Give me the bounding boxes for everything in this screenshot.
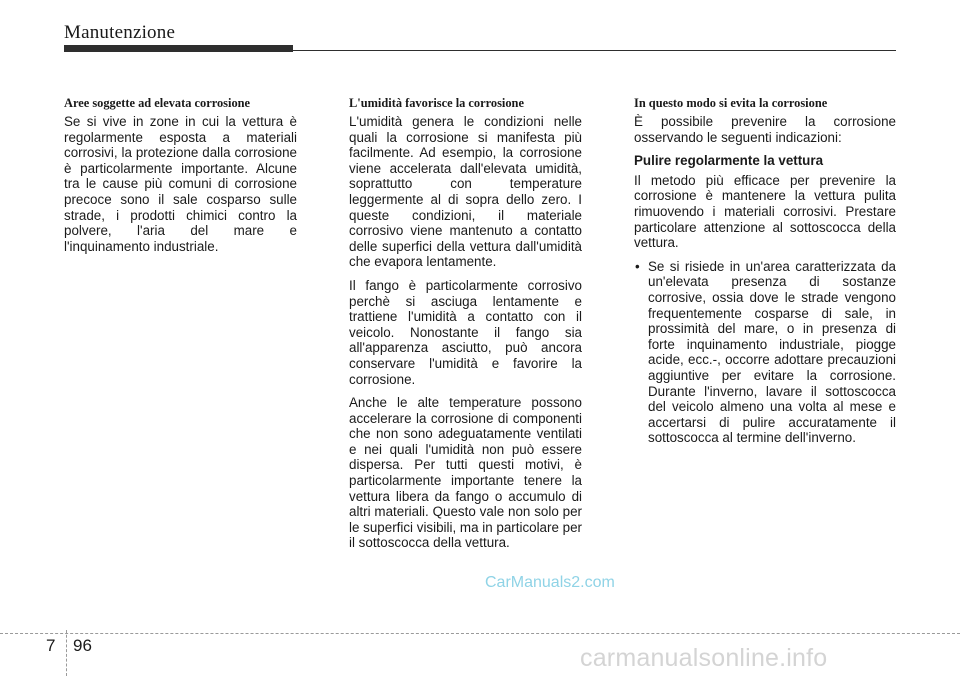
intro-paragraph: È possibile prevenire la corrosione osservando le seguenti indicazioni: — [634, 114, 896, 145]
footer-divider — [0, 633, 960, 634]
paragraph: Il fango è particolarmente corrosivo perchè si asciuga lentamente e trattiene l'umidità a contatto con il veicolo. Nonostante il fango sia all'apparenza asciutto, può ancora conservare l'umidità e favorire la corrosione. — [349, 277, 582, 387]
paragraph: Se si vive in zone in cui la vettura è regolarmente esposta a materiali corrosivi, la protezione dalla corrosione è particolarmente importante. Alcune tra le cause più comuni di corrosione precoce sono il sale cosparso sulle strade, i prodotti chimici contro la polvere, l'aria del mare e l'inquinamento industriale. — [64, 114, 297, 254]
header-divider — [293, 50, 896, 51]
middle-column — [349, 96, 582, 559]
bullet-item — [634, 259, 896, 446]
section-heading-humidity: L'umidità favorisce la corrosione — [349, 96, 524, 110]
paragraph: Il metodo più efficace per prevenire la corrosione è mantenere la vettura pulita rimuovendo i materiali corrosivi. Prestare particolare attenzione al sottoscocca della vettura. — [634, 172, 896, 251]
site-watermark: carmanualsonline.info — [580, 644, 828, 672]
bullet-text: Se si risiede in un'area caratterizzata da un'elevata presenza di sostanze corrosive, ossia dove le strade vengono frequentemente cosparse di sale, in prossimità del mare, o in presenza di forte inquinamento industriale, piogge acide, ecc.-, occorre adottare precauzioni aggiuntive per evitare la corrosione. Durante l'inverno, lavare il sottoscocca del veicolo almeno una volta al mese e accertarsi di pulire accuratamente il sottoscocca al termine dell'inverno. — [648, 258, 896, 446]
section-heading-prevention: In questo modo si evita la corrosione — [634, 96, 828, 110]
chapter-number: 7 — [46, 636, 56, 655]
subheading-clean-vehicle: Pulire regolarmente la vettura — [634, 153, 824, 169]
page-number: 96 — [73, 636, 92, 655]
right-column — [634, 96, 896, 446]
paragraph: L'umidità genera le condizioni nelle quali la corrosione si manifesta più facilmente. Ad esempio, la corrosione viene accelerata dall'elevata umidità, soprattutto con temperature leggermente al di sopra dello zero. I queste condizioni, il materiale corrosivo viene mantenuto a contatto delle superfici della vettura dall'umidità che evapora lentamente. — [349, 114, 582, 270]
left-column — [64, 96, 297, 262]
paragraph: Anche le alte temperature possono accelerare la corrosione di componenti che non sono adeguatamente ventilati e nei quali l'umidità non può essere dispersa. Per tutti questi motivi, è particolarmente importante tenere la vettura libera da fango o accumulo di altri materiali. Questo vale non solo per le superfici visibili, ma in particolare per il sottoscocca della vettura. — [349, 395, 582, 551]
section-heading-corrosion-areas: Aree soggette ad elevata corrosione — [64, 96, 251, 110]
watermark-link[interactable]: CarManuals2.com — [485, 574, 615, 591]
footer-vertical-divider — [66, 630, 67, 676]
page-header-title: Manutenzione — [64, 22, 176, 43]
bullet-dot-icon: • — [635, 258, 640, 274]
header-accent-bar — [64, 45, 293, 52]
